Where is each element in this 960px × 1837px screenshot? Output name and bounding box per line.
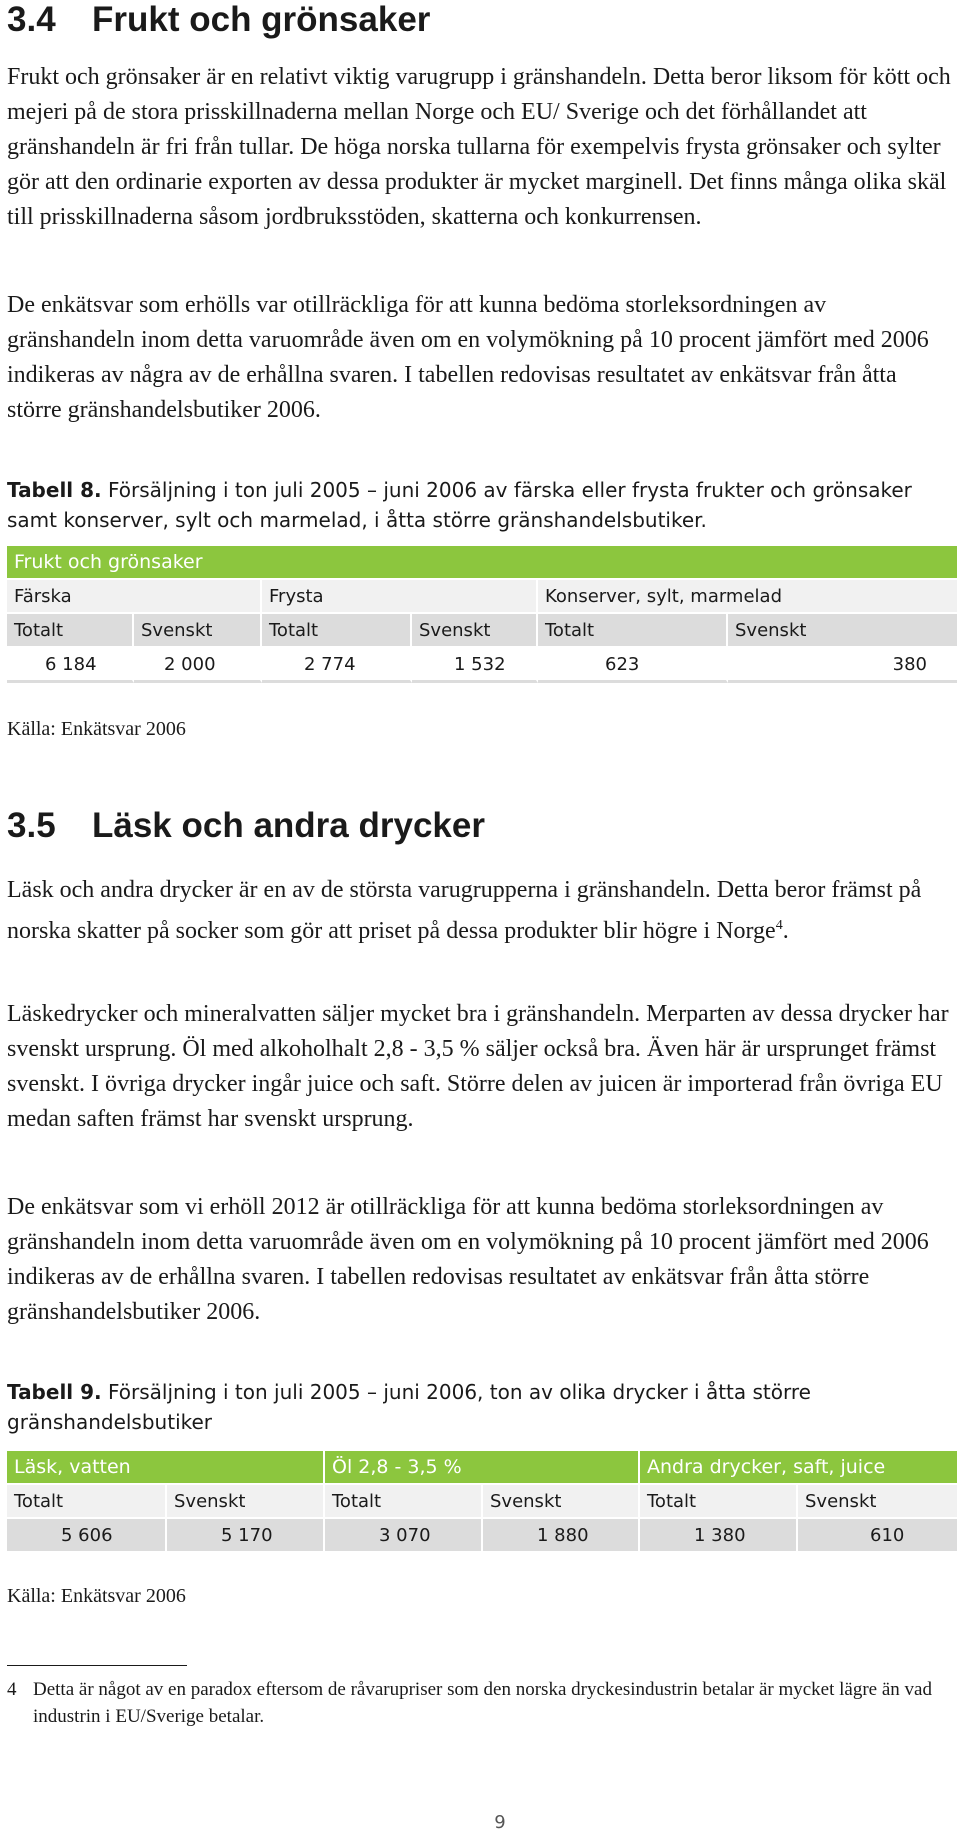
table-caption-text: Försäljning i ton juli 2005 – juni 2006, ton av olika drycker i åtta större gränshandelsbutiker <box>7 1380 811 1434</box>
table-source: Källa: Enkätsvar 2006 <box>7 718 186 740</box>
table-subheader-cell: Totalt <box>7 614 134 646</box>
table-cell: 1 532 <box>412 648 538 683</box>
table-header-row <box>7 1451 957 1483</box>
table-source: Källa: Enkätsvar 2006 <box>7 1585 186 1607</box>
table-cell: 2 774 <box>262 648 412 683</box>
footnote-ref[interactable]: 4 <box>775 918 783 933</box>
table-caption <box>7 1377 957 1437</box>
table-subheader-cell: Svenskt <box>798 1485 957 1517</box>
paragraph: Läskedrycker och mineralvatten säljer mycket bra i gränshandeln. Merparten av dessa drycker har svenskt ursprung. Öl med alkoholhalt 2,8 - 3,5 % säljer också bra. Även här är ursprunget främst svenskt. I övriga drycker ingår juice och saft. Större delen av juicen är importerad från övriga EU medan saften främst har svenskt ursprung. <box>7 1001 949 1132</box>
table-cell: 1 880 <box>483 1519 640 1551</box>
table-caption <box>7 475 957 535</box>
paragraph: De enkätsvar som vi erhöll 2012 är otillräckliga för att kunna bedöma storleksordningen av gränshandeln inom detta varuområde även om en volymökning på 10 procent jämfört med 2006 indikeras av de erhållna svaren. I tabellen redovisas resultatet av enkätsvar från åtta större gränshandelsbutiker 2006. <box>7 1194 929 1325</box>
paragraph: Frukt och grönsaker är en relativt viktig varugrupp i gränshandeln. Detta beror liksom för kött och mejeri på de stora prisskillnaderna mellan Norge och EU/ Sverige och det förhållandet att gränshandeln är fri från tullar. De höga norska tullarna för exempelvis frysta grönsaker och sylter gör att den ordinarie exporten av dessa produkter är mycket marginell. Det finns många olika skäl till prisskillnaderna såsom jordbruksstöden, skatterna och konkurrensen. <box>7 64 951 230</box>
table-header: Frukt och grönsaker <box>7 546 957 578</box>
section-heading-3-5 <box>7 806 485 846</box>
paragraph-text: Läsk och andra drycker är en av de största varugrupperna i gränshandeln. Detta beror främst på norska skatter på socker som gör att priset på dessa produkter blir högre i Norge <box>7 877 922 944</box>
table-group-row <box>7 580 957 612</box>
paragraph-end: . <box>782 918 789 944</box>
table-subheader-cell: Totalt <box>538 614 728 646</box>
table-cell: 623 <box>538 648 728 683</box>
table-9 <box>7 1449 957 1553</box>
table-group-cell: Öl 2,8 - 3,5 % <box>325 1451 640 1483</box>
table-group-cell: Konserver, sylt, marmelad <box>538 580 957 612</box>
table-subheader-cell: Totalt <box>7 1485 167 1517</box>
table-cell: 1 380 <box>640 1519 798 1551</box>
table-caption-text: Försäljning i ton juli 2005 – juni 2006 av färska eller frysta frukter och grönsaker samt konserver, sylt och marmelad, i åtta större gränshandelsbutiker. <box>7 478 912 532</box>
table-subheader-cell: Totalt <box>640 1485 798 1517</box>
table-subheader-cell: Svenskt <box>483 1485 640 1517</box>
table-row <box>7 1519 957 1551</box>
table-caption-label: Tabell 8. <box>7 478 102 502</box>
table-subheader-cell: Svenskt <box>728 614 957 646</box>
table-group-cell: Färska <box>7 580 262 612</box>
table-subheader-row <box>7 1485 957 1517</box>
table-8 <box>7 544 957 685</box>
paragraph <box>7 873 957 949</box>
footnote-number: 4 <box>7 1679 17 1700</box>
table-subheader-cell: Totalt <box>325 1485 483 1517</box>
section-heading-3-4 <box>7 0 430 40</box>
section-number: 3.5 <box>7 806 56 845</box>
table-subheader-cell: Svenskt <box>412 614 538 646</box>
table-row <box>7 648 957 683</box>
paragraph: De enkätsvar som erhölls var otillräckliga för att kunna bedöma storleksordningen av gränshandeln inom detta varuområde även om en volymökning på 10 procent jämfört med 2006 indikeras av några av de erhållna svaren. I tabellen redovisas resultatet av enkätsvar från åtta större gränshandelsbutiker 2006. <box>7 292 929 423</box>
table-group-cell: Läsk, vatten <box>7 1451 325 1483</box>
page-number: 9 <box>494 1812 506 1833</box>
table-caption-label: Tabell 9. <box>7 1380 102 1404</box>
table-cell: 5 170 <box>167 1519 325 1551</box>
table-cell: 380 <box>728 648 957 683</box>
table-subheader-cell: Totalt <box>262 614 412 646</box>
section-title: Läsk och andra drycker <box>92 806 485 845</box>
footnote-text: Detta är något av en paradox eftersom de råvarupriser som den norska dryckesindustrin betalar är mycket lägre än vad industrin i EU/Sverige betalar. <box>33 1679 932 1727</box>
table-subheader-cell: Svenskt <box>167 1485 325 1517</box>
table-subheader-cell: Svenskt <box>134 614 262 646</box>
footnote-divider <box>7 1665 187 1666</box>
table-group-cell: Frysta <box>262 580 538 612</box>
table-cell: 610 <box>798 1519 957 1551</box>
section-number: 3.4 <box>7 0 56 39</box>
table-cell: 6 184 <box>7 648 134 683</box>
section-title: Frukt och grönsaker <box>92 0 431 39</box>
table-cell: 2 000 <box>134 648 262 683</box>
table-header-row <box>7 546 957 578</box>
table-group-cell: Andra drycker, saft, juice <box>640 1451 957 1483</box>
footnote <box>7 1676 952 1730</box>
table-cell: 5 606 <box>7 1519 167 1551</box>
table-subheader-row <box>7 614 957 646</box>
table-cell: 3 070 <box>325 1519 483 1551</box>
